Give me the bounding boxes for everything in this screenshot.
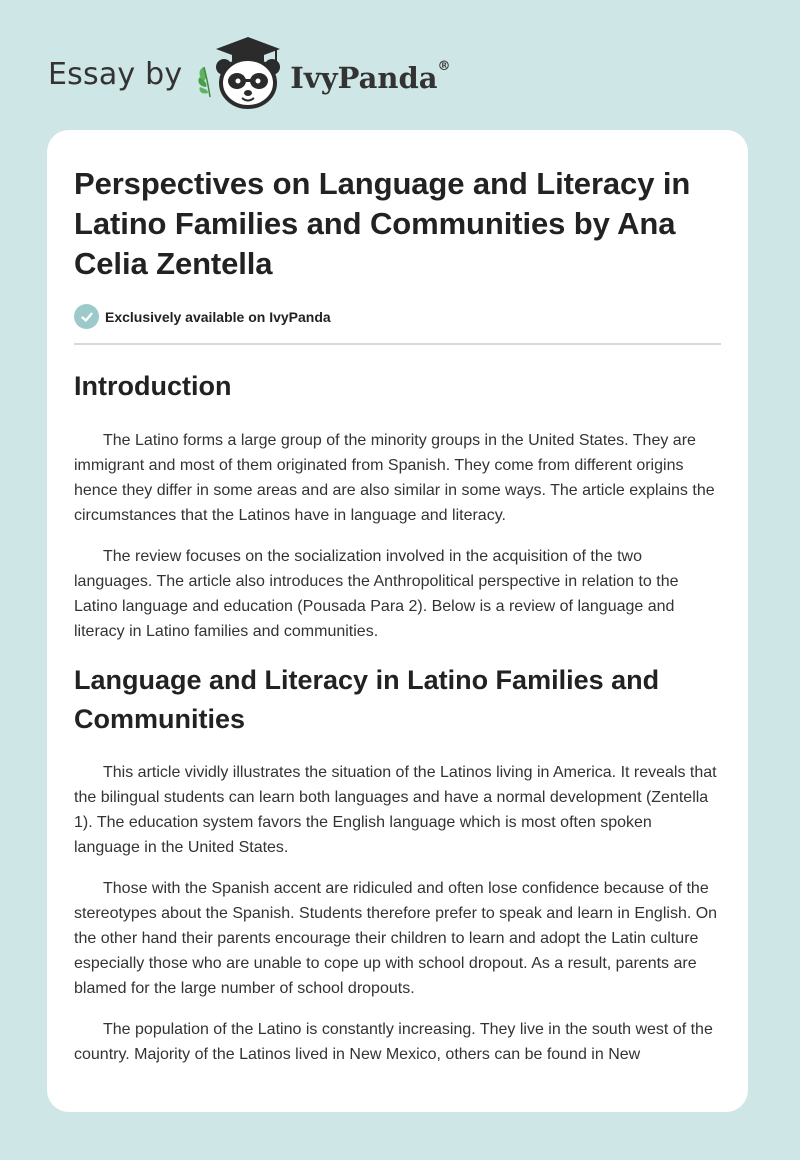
brand-header — [48, 34, 451, 114]
paragraph: The Latino forms a large group of the minority groups in the United States. They are immigrant and most of them originated from Spanish. They come from different origins hence they differ in some areas and are also similar in some ways. The article explains the circumstances that the Latinos have in language and literacy. — [74, 432, 715, 524]
paragraph: The population of the Latino is constantly increasing. They live in the south west of the country. Majority of the Latinos lived in New Mexico, others can be found in New — [74, 1021, 713, 1063]
brand-prefix: Essay by — [48, 56, 183, 92]
essay-card — [47, 130, 748, 1112]
section-heading-language-literacy: Language and Literacy in Latino Families and Communities — [74, 665, 660, 734]
section-heading-introduction: Introduction — [74, 371, 232, 401]
essay-title: Perspectives on Language and Literacy in Latino Families and Communities by Ana Celia Zentella — [74, 166, 691, 281]
paragraph: Those with the Spanish accent are ridiculed and often lose confidence because of the stereotypes about the Spanish. Students therefore prefer to speak and learn in English. On the other hand their parents encourage their children to learn and adopt the Latin culture especially those who are unable to cope up with school dropout. As a result, parents are blamed for the large number of school dropouts. — [74, 880, 718, 997]
badge-text: Exclusively available on IvyPanda — [105, 308, 331, 325]
brand-name: IvyPanda® — [290, 59, 451, 95]
check-circle-icon — [74, 304, 99, 329]
divider — [74, 343, 721, 345]
paragraph: This article vividly illustrates the situation of the Latinos living in America. It reveals that the bilingual students can learn both languages and have a normal development (Zentella 1). The education system favors the English language which is most often spoken language in the United States. — [74, 764, 717, 856]
panda-logo-icon[interactable] — [196, 37, 286, 111]
paragraph: The review focuses on the socialization involved in the acquisition of the two languages. The article also introduces the Anthropolitical perspective in relation to the Latino language and education (Pousada Para 2). Below is a review of language and literacy in Latino families and communities. — [74, 548, 679, 640]
exclusive-badge — [74, 304, 721, 329]
